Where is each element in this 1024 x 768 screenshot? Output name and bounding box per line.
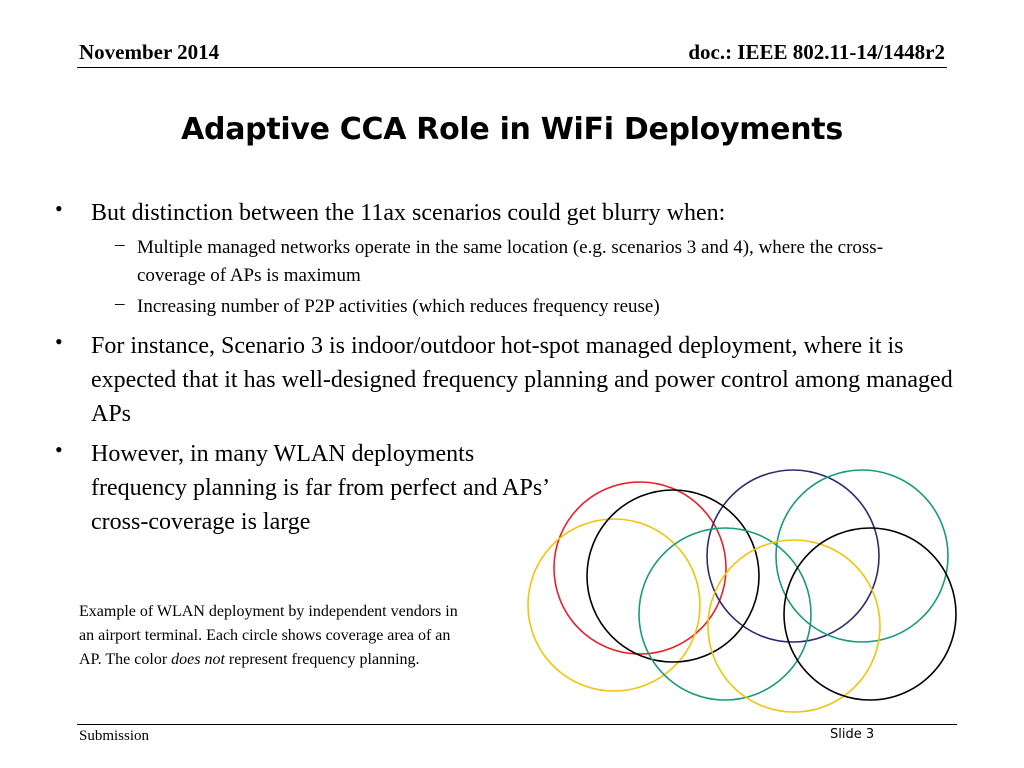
header-date: November 2014 <box>79 40 220 64</box>
footer-divider <box>77 724 957 725</box>
bullet-marker: • <box>55 329 63 354</box>
slide-title: Adaptive CCA Role in WiFi Deployments <box>181 112 843 147</box>
ap-coverage-circle-black-left <box>587 490 759 662</box>
bullet-text: However, in many WLAN deployments frequency planning is far from perfect and APs’ cross-coverage is large <box>91 441 549 535</box>
bullet-marker: • <box>55 437 63 462</box>
footer-slide-number: Slide 3 <box>830 727 875 742</box>
ap-coverage-circle-yellow-center <box>708 540 880 712</box>
ap-coverage-circle-black-right <box>784 528 956 700</box>
diagram-caption <box>79 600 459 672</box>
sub-bullet-text: Multiple managed networks operate in the same location (e.g. scenarios 3 and 4), where the cross-coverage of APs is maximum <box>137 237 884 286</box>
bullet-marker: • <box>55 196 63 221</box>
bullet-text: For instance, Scenario 3 is indoor/outdoor hot-spot managed deployment, where it is expected that it has well-designed frequency planning and power control among managed APs <box>91 333 953 427</box>
caption-emphasis: does not <box>171 651 225 668</box>
ap-coverage-circle-navy <box>707 470 879 642</box>
sub-bullet-marker: – <box>115 293 125 314</box>
header-doc-id: doc.: IEEE 802.11-14/1448r2 <box>688 40 945 64</box>
sub-bullet-marker: – <box>115 234 125 255</box>
sub-bullet-text: Increasing number of P2P activities (which reduces frequency reuse) <box>137 296 660 317</box>
bullet-text: But distinction between the 11ax scenarios could get blurry when: <box>91 200 726 226</box>
caption-text-end: represent frequency planning. <box>224 651 420 668</box>
ap-coverage-circle-teal-right <box>776 470 948 642</box>
footer-submission: Submission <box>79 728 150 744</box>
caption-text: Example of WLAN deployment by independent vendors in an airport terminal. Each circle shows coverage area of an AP. The color <box>79 603 458 668</box>
